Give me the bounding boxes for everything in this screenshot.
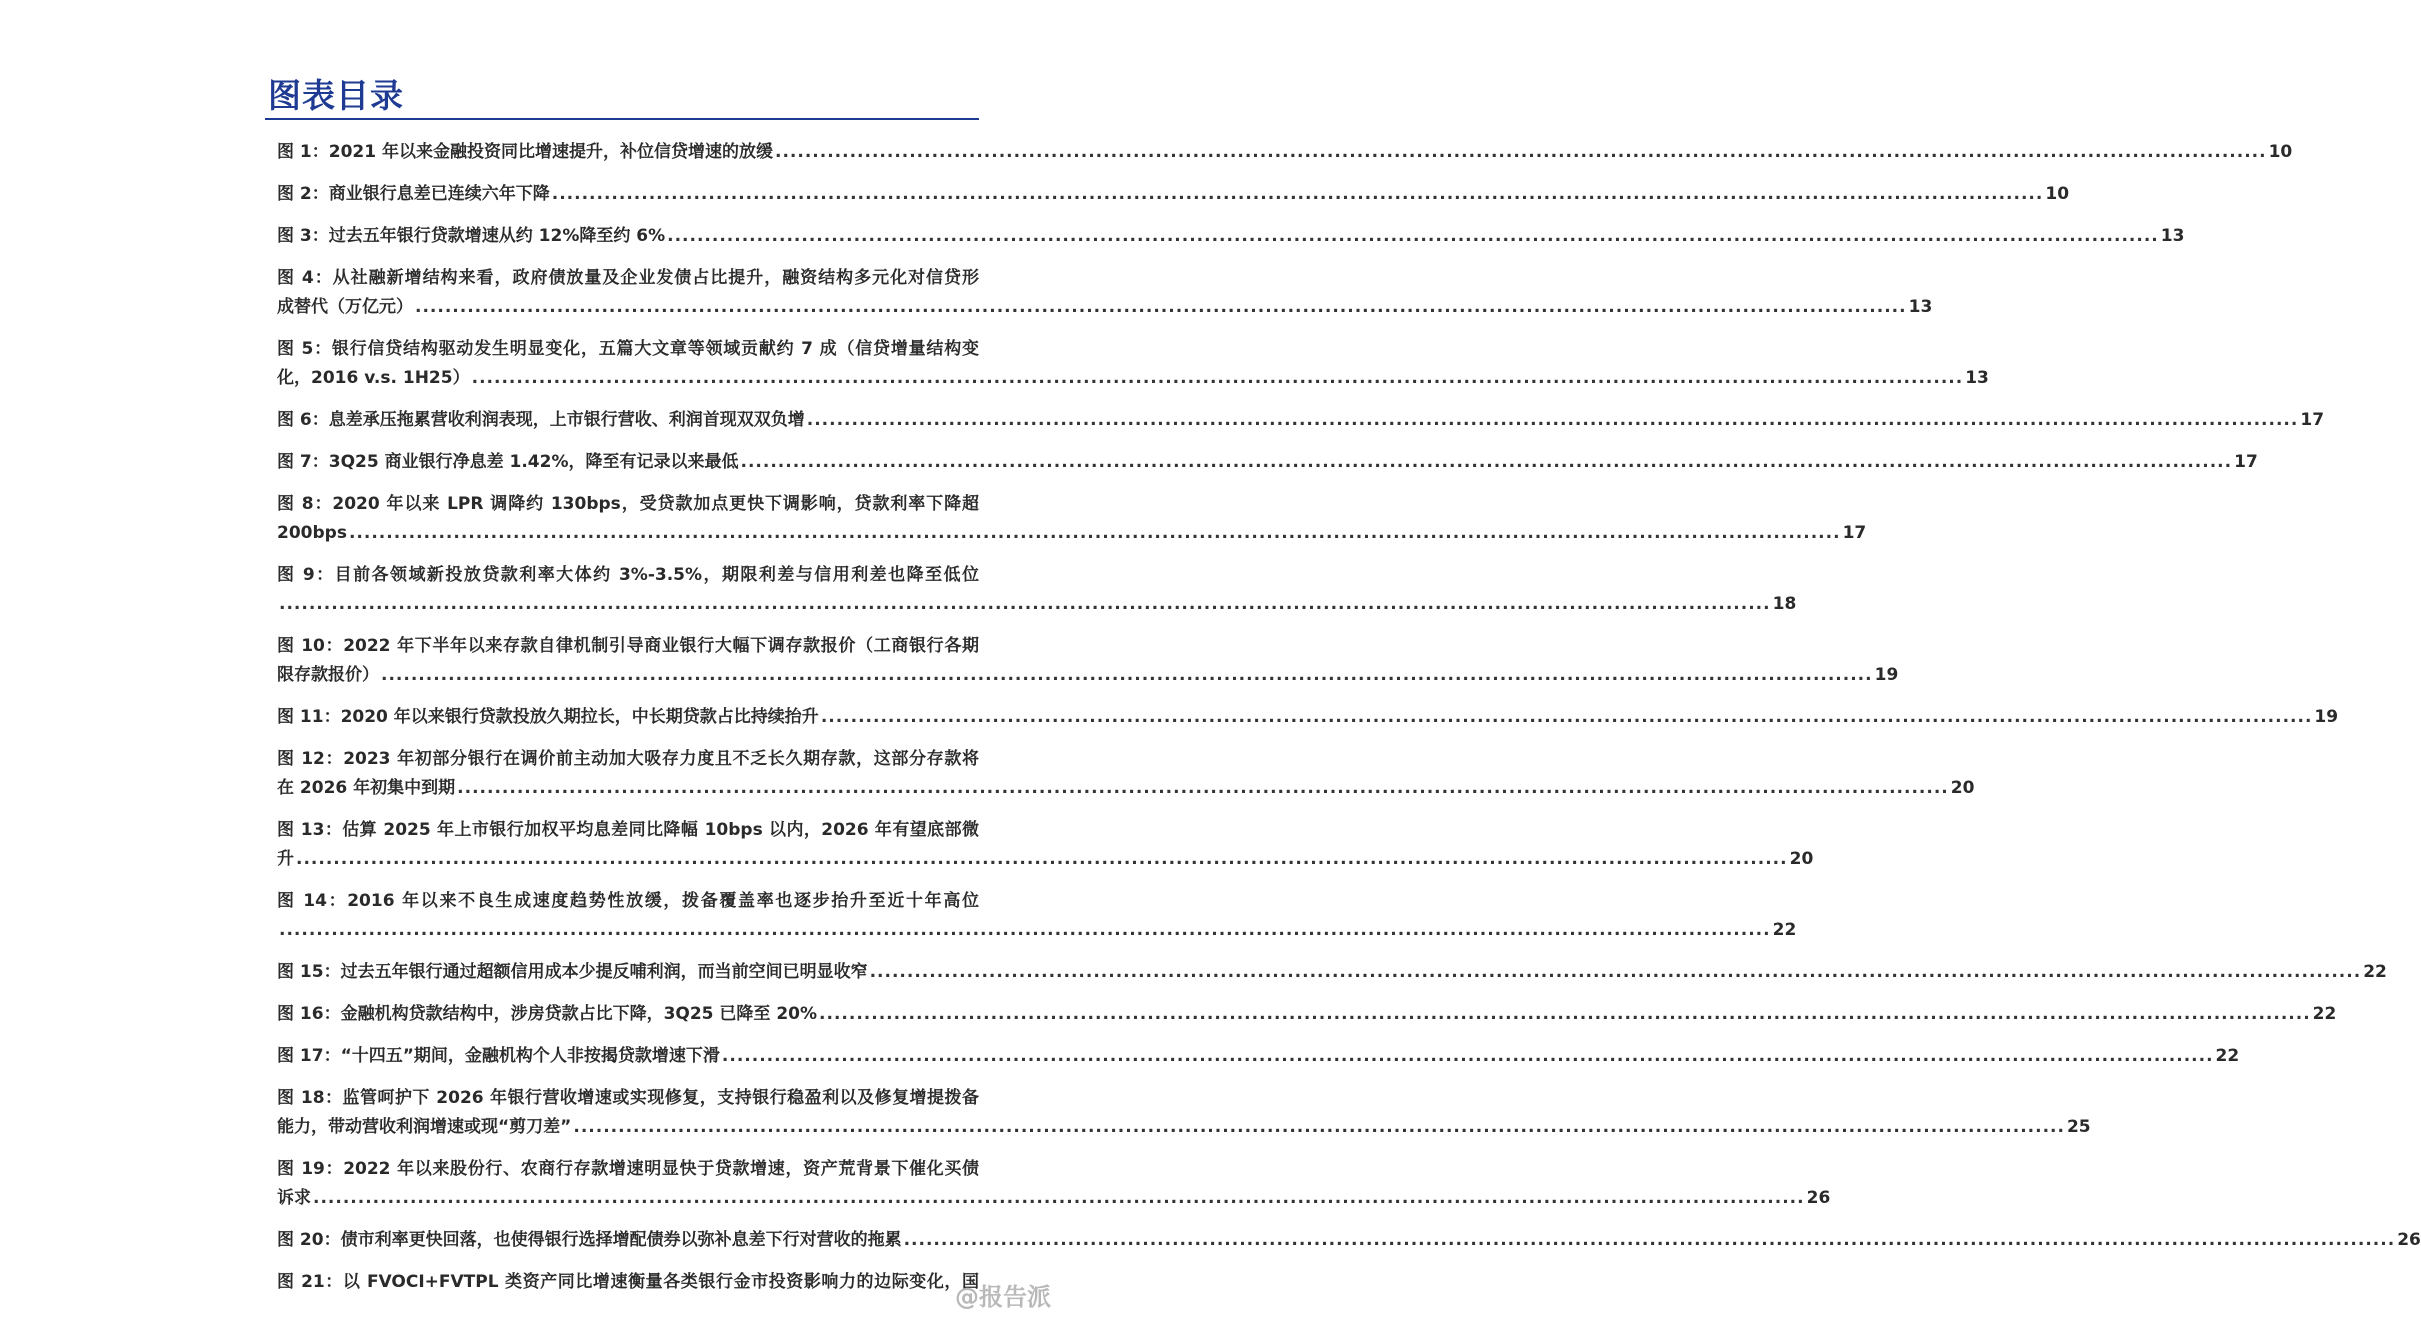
toc-entry[interactable]	[277, 138, 2293, 167]
dot-leader: ........................................................................................................................................................................................................	[806, 410, 2299, 430]
dot-leader: ........................................................................................................................................................................................................	[819, 1004, 2311, 1024]
toc-page-number: 13	[1908, 297, 1933, 317]
dot-leader: ........................................................................................................................................................................................................	[313, 1188, 1805, 1208]
toc-entry-title: 诉求	[277, 1188, 311, 1208]
toc-entry[interactable]	[277, 490, 1867, 548]
dot-leader: ........................................................................................................................................................................................................	[279, 920, 1771, 940]
toc-entry[interactable]	[277, 1155, 1831, 1213]
watermark: @报告派	[955, 1283, 1051, 1311]
dot-leader: ........................................................................................................................................................................................................	[740, 452, 2233, 472]
dot-leader: ........................................................................................................................................................................................................	[903, 1230, 2396, 1250]
toc-entry-title: 图 13：估算 2025 年上市银行加权平均息差同比降幅 10bps 以内，2026 年有望底部微	[277, 820, 979, 840]
title-divider	[265, 118, 979, 120]
toc-entry-title: 图 18：监管呵护下 2026 年银行营收增速或实现修复，支持银行稳盈利以及修复增提拨备	[277, 1088, 979, 1108]
toc-entry-title: 图 3：过去五年银行贷款增速从约 12%降至约 6%	[277, 226, 666, 246]
dot-leader: ........................................................................................................................................................................................................	[348, 523, 1841, 543]
toc-entry-title: 图 9：目前各领域新投放贷款利率大体约 3%-3.5%，期限利差与信用利差也降至低位	[277, 565, 979, 585]
dot-leader: ........................................................................................................................................................................................................	[551, 184, 2044, 204]
toc-page-number: 25	[2066, 1117, 2091, 1137]
dot-leader: ........................................................................................................................................................................................................	[457, 778, 1949, 798]
toc-entry[interactable]	[277, 180, 2070, 209]
toc-entry-title: 图 1：2021 年以来金融投资同比增速提升，补位信贷增速的放缓	[277, 142, 773, 162]
dot-leader: ........................................................................................................................................................................................................	[667, 226, 2159, 246]
toc-entry-title: 图 7：3Q25 商业银行净息差 1.42%，降至有记录以来最低	[277, 452, 739, 472]
toc-page-number: 22	[2312, 1004, 2337, 1024]
toc-entry[interactable]	[277, 1226, 2421, 1255]
toc-page-number: 20	[1789, 849, 1814, 869]
toc-entry-title: 图 21：以 FVOCI+FVTPL 类资产同比增速衡量各类银行金市投资影响力的边际变化，国	[277, 1272, 979, 1292]
toc-entry-title: 化，2016 v.s. 1H25）	[277, 368, 470, 388]
toc-page-number: 26	[1806, 1188, 1831, 1208]
page-title: 图表目录	[268, 76, 404, 115]
toc-page-number: 22	[1772, 920, 1797, 940]
toc-entry[interactable]	[277, 1000, 2337, 1029]
dot-leader: ........................................................................................................................................................................................................	[471, 368, 1964, 388]
toc-page-number: 19	[2314, 707, 2339, 727]
toc-entry[interactable]	[277, 222, 2185, 251]
toc-page-number: 17	[1842, 523, 1867, 543]
toc-entry[interactable]	[277, 1268, 979, 1297]
toc-entry[interactable]	[277, 264, 1933, 322]
toc-page-number: 13	[1965, 368, 1989, 388]
toc-entry-title: 图 14：2016 年以来不良生成速度趋势性放缓，拨备覆盖率也逐步抬升至近十年高位	[277, 891, 979, 911]
toc-entry[interactable]	[277, 745, 1975, 803]
dot-leader: ........................................................................................................................................................................................................	[381, 665, 1873, 685]
toc-entry-title: 限存款报价）	[277, 665, 379, 685]
toc-page-number: 19	[1874, 665, 1899, 685]
toc-entry-title: 在 2026 年初集中到期	[277, 778, 456, 798]
toc-entry-title: 图 11：2020 年以来银行贷款投放久期拉长，中长期贷款占比持续抬升	[277, 707, 819, 727]
toc-entry-title: 200bps	[277, 523, 347, 543]
dot-leader: ........................................................................................................................................................................................................	[573, 1117, 2065, 1137]
toc-entry-title: 图 17：“十四五”期间，金融机构个人非按揭贷款增速下滑	[277, 1046, 720, 1066]
toc-page-number: 13	[2160, 226, 2185, 246]
toc-page-number: 26	[2397, 1230, 2421, 1250]
dot-leader: ........................................................................................................................................................................................................	[869, 962, 2362, 982]
toc-page-number: 10	[2268, 142, 2293, 162]
toc-entry[interactable]	[277, 561, 1797, 619]
dot-leader: ........................................................................................................................................................................................................	[774, 142, 2267, 162]
toc-entry-title: 图 2：商业银行息差已连续六年下降	[277, 184, 550, 204]
toc-entry-title: 图 16：金融机构贷款结构中，涉房贷款占比下降，3Q25 已降至 20%	[277, 1004, 818, 1024]
toc-entry[interactable]	[277, 448, 2258, 477]
toc-entry[interactable]	[277, 1042, 2240, 1071]
toc-page-number: 17	[2234, 452, 2258, 472]
toc-entry-title: 图 15：过去五年银行通过超额信用成本少提反哺利润，而当前空间已明显收窄	[277, 962, 868, 982]
toc-entry-title: 图 5：银行信贷结构驱动发生明显变化，五篇大文章等领域贡献约 7 成（信贷增量结构变	[277, 339, 979, 359]
dot-leader: ........................................................................................................................................................................................................	[415, 297, 1907, 317]
dot-leader: ........................................................................................................................................................................................................	[820, 707, 2313, 727]
dot-leader: ........................................................................................................................................................................................................	[721, 1046, 2214, 1066]
toc-entry[interactable]	[277, 887, 1797, 945]
toc-entry[interactable]	[277, 816, 1814, 874]
toc-entry[interactable]	[277, 703, 2339, 732]
toc-page-number: 22	[2363, 962, 2387, 982]
toc-entry-title: 图 8：2020 年以来 LPR 调降约 130bps，受贷款加点更快下调影响，贷款利率下降超	[277, 494, 979, 514]
toc-page-number: 18	[1772, 594, 1797, 614]
toc-entry-title: 图 19：2022 年以来股份行、农商行存款增速明显快于贷款增速，资产荒背景下催化买债	[277, 1159, 979, 1179]
toc-entry-title: 图 12：2023 年初部分银行在调价前主动加大吸存力度且不乏长久期存款，这部分存款将	[277, 749, 979, 769]
toc-entry[interactable]	[277, 632, 1899, 690]
toc-entry[interactable]	[277, 406, 2325, 435]
toc-page-number: 10	[2045, 184, 2070, 204]
toc-page-number: 20	[1950, 778, 1975, 798]
toc-entry[interactable]	[277, 1084, 2091, 1142]
toc-entry-title: 能力，带动营收利润增速或现“剪刀差”	[277, 1117, 572, 1137]
toc-entry-title: 图 10：2022 年下半年以来存款自律机制引导商业银行大幅下调存款报价（工商银行各期	[277, 636, 979, 656]
dot-leader: ........................................................................................................................................................................................................	[279, 594, 1771, 614]
toc-entry-title: 图 6：息差承压拖累营收利润表现，上市银行营收、利润首现双双负增	[277, 410, 805, 430]
toc-entry[interactable]	[277, 335, 1989, 393]
toc-entry-title: 图 20：债市利率更快回落，也使得银行选择增配债券以弥补息差下行对营收的拖累	[277, 1230, 902, 1250]
dot-leader: ........................................................................................................................................................................................................	[296, 849, 1788, 869]
toc-entry-title: 图 4：从社融新增结构来看，政府债放量及企业发债占比提升，融资结构多元化对信贷形	[277, 268, 979, 288]
toc-entry[interactable]	[277, 958, 2387, 987]
toc-page-number: 22	[2215, 1046, 2240, 1066]
toc-page-number: 17	[2300, 410, 2325, 430]
toc-entry-title: 成替代（万亿元）	[277, 297, 413, 317]
toc-entry-title: 升	[277, 849, 294, 869]
